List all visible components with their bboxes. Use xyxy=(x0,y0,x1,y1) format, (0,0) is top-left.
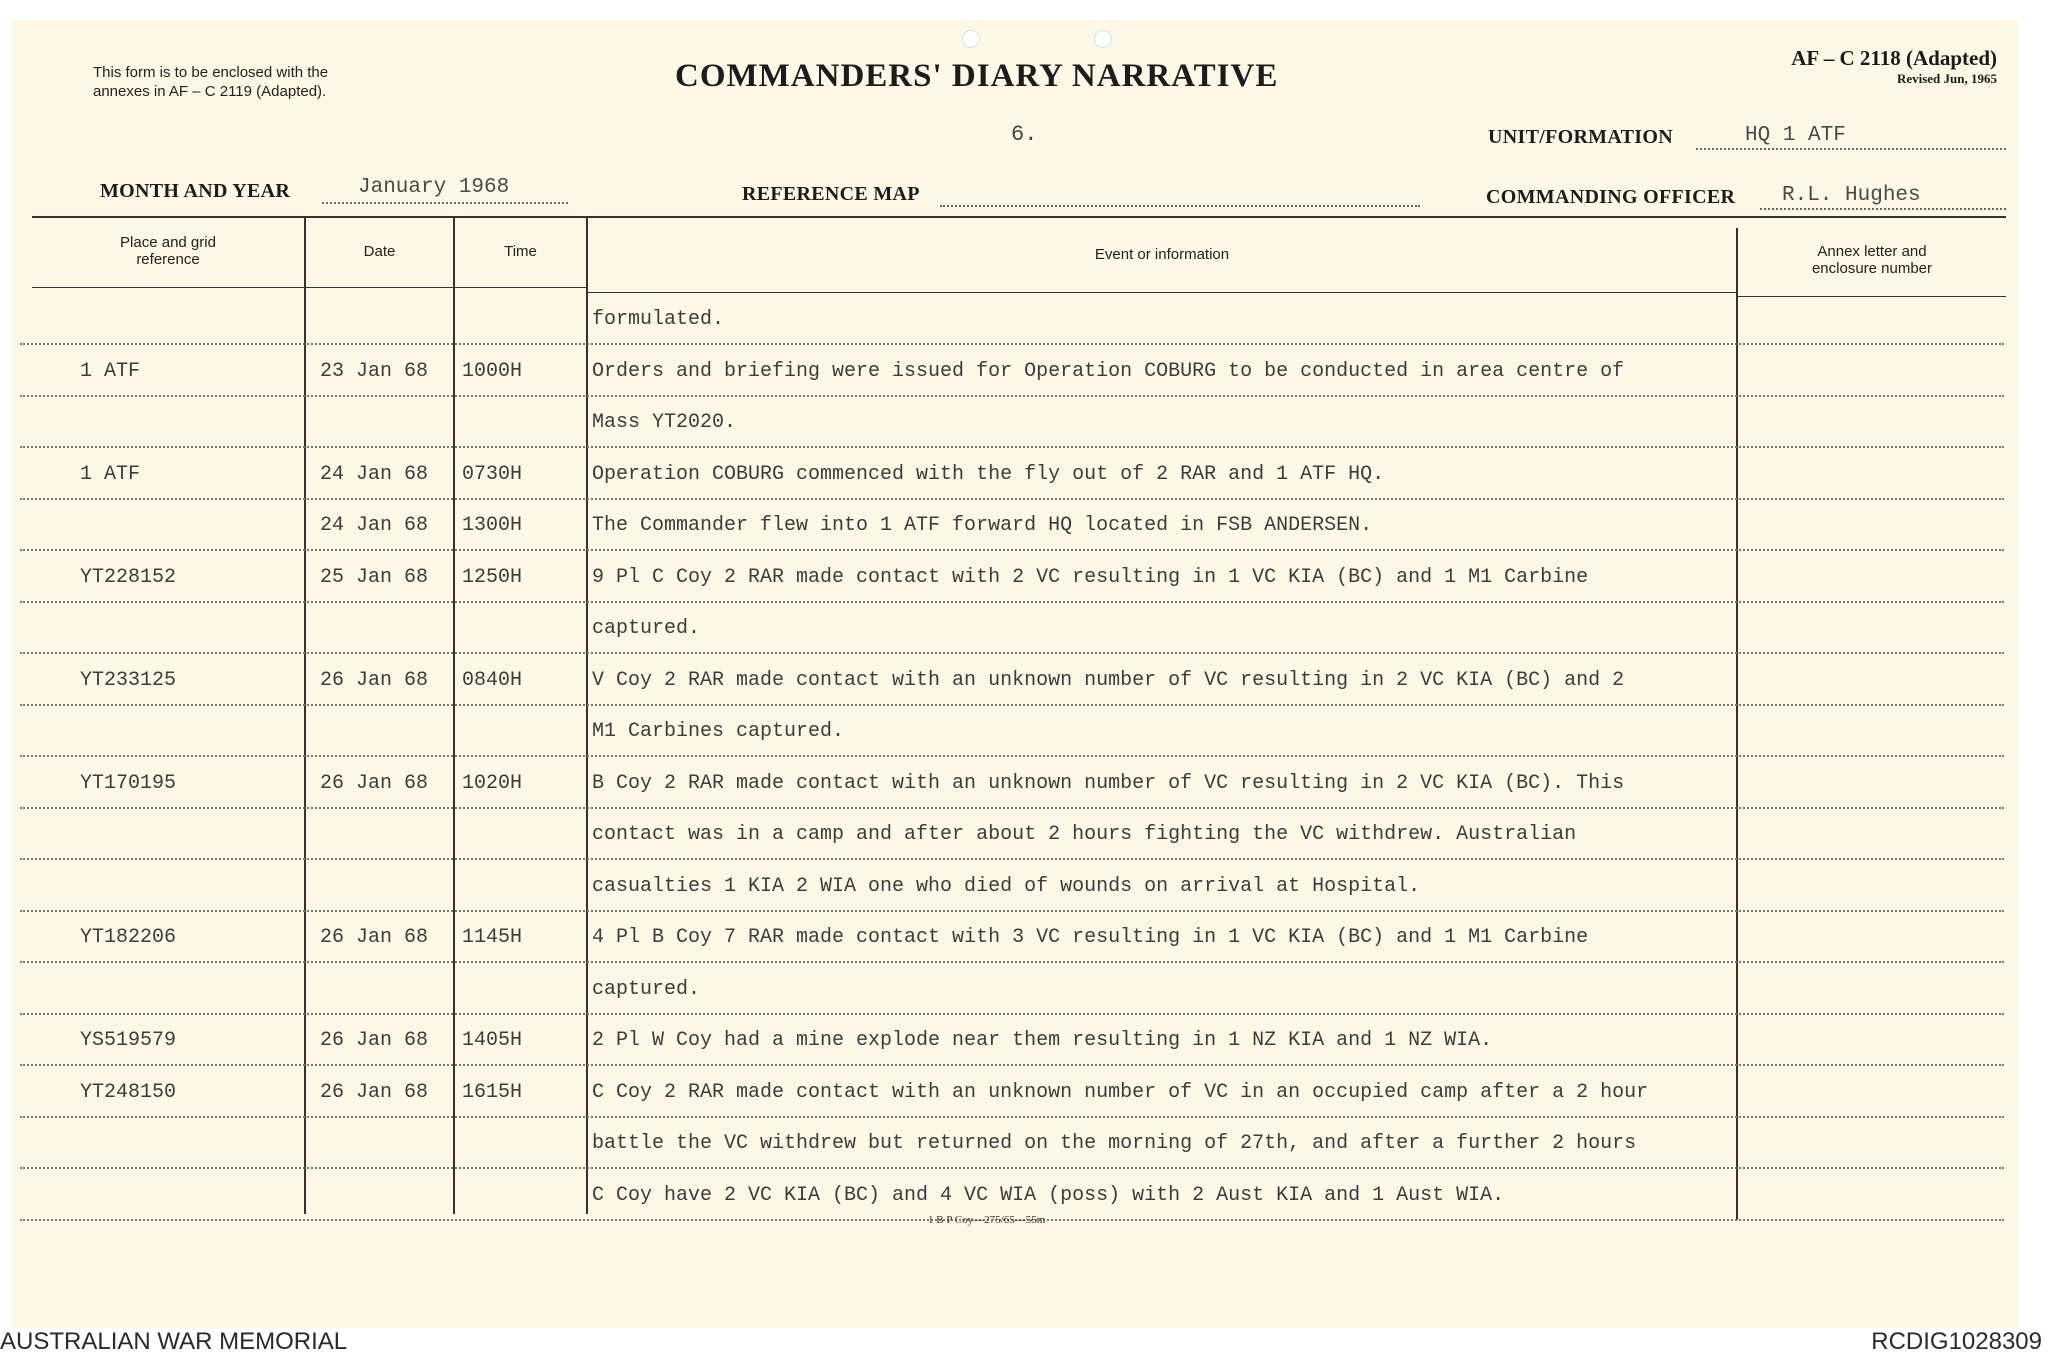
row-dotted-rule xyxy=(20,858,2004,860)
event-cell: formulated. xyxy=(592,308,725,331)
row-dotted-rule xyxy=(20,1167,2004,1169)
place-cell: YT182206 xyxy=(80,926,177,949)
column-header-place xyxy=(32,234,304,268)
event-cell: captured. xyxy=(592,617,701,640)
row-dotted-rule xyxy=(20,549,2004,551)
event-cell: contact was in a camp and after about 2 hours fighting the VC withdrew. Australian xyxy=(592,823,1577,846)
month-year-value: January 1968 xyxy=(358,176,510,199)
date-cell: 26 Jan 68 xyxy=(320,669,429,692)
date-cell: 26 Jan 68 xyxy=(320,1081,429,1104)
commanding-officer-value: R.L. Hughes xyxy=(1782,184,1921,207)
punch-hole xyxy=(962,30,980,48)
page-title: COMMANDERS' DIARY NARRATIVE xyxy=(675,58,1279,94)
month-year-line xyxy=(322,202,568,204)
time-cell: 0730H xyxy=(462,463,523,486)
time-cell: 1300H xyxy=(462,514,523,537)
column-header-time: Time xyxy=(504,243,537,260)
event-cell: battle the VC withdrew but returned on the morning of 27th, and after a further 2 hours xyxy=(592,1132,1637,1155)
event-cell: 9 Pl C Coy 2 RAR made contact with 2 VC resulting in 1 VC KIA (BC) and 1 M1 Carbine xyxy=(592,566,1589,589)
row-dotted-rule xyxy=(20,1064,2004,1066)
event-cell: M1 Carbines captured. xyxy=(592,720,845,743)
table-row xyxy=(20,912,2004,963)
table-row xyxy=(20,655,2004,706)
time-cell: 0840H xyxy=(462,669,523,692)
date-cell: 26 Jan 68 xyxy=(320,1029,429,1052)
reference-map-line xyxy=(940,205,1420,207)
time-cell: 1020H xyxy=(462,772,523,795)
row-dotted-rule xyxy=(20,961,2004,963)
printer-imprint: 1 B P Coy—275/65—55m xyxy=(928,1214,1046,1226)
place-cell: YT170195 xyxy=(80,772,177,795)
place-cell: YT233125 xyxy=(80,669,177,692)
event-cell: B Coy 2 RAR made contact with an unknown number of VC resulting in 2 VC KIA (BC). This xyxy=(592,772,1625,795)
punch-hole xyxy=(1094,30,1112,48)
footer-record-id: RCDIG1028309 xyxy=(1871,1328,2042,1355)
event-cell: C Coy have 2 VC KIA (BC) and 4 VC WIA (poss) with 2 Aust KIA and 1 Aust WIA. xyxy=(592,1184,1505,1207)
form-note-line: annexes in AF – C 2119 (Adapted). xyxy=(93,83,327,100)
form-enclosure-note xyxy=(93,63,328,101)
row-dotted-rule xyxy=(20,446,2004,448)
commanding-officer-label: COMMANDING OFFICER xyxy=(1486,186,1736,208)
table-top-rule xyxy=(32,216,2006,218)
date-cell: 25 Jan 68 xyxy=(320,566,429,589)
footer-archive-name: AUSTRALIAN WAR MEMORIAL xyxy=(0,1328,348,1355)
table-row xyxy=(20,346,2004,397)
event-cell: Orders and briefing were issued for Operation COBURG to be conducted in area centre of xyxy=(592,360,1625,383)
unit-formation-value: HQ 1 ATF xyxy=(1745,124,1846,147)
time-cell: 1405H xyxy=(462,1029,523,1052)
table-row xyxy=(20,1118,2004,1169)
page-number: 6. xyxy=(1011,122,1038,147)
date-cell: 26 Jan 68 xyxy=(320,926,429,949)
table-row xyxy=(20,500,2004,551)
event-cell: The Commander flew into 1 ATF forward HQ located in FSB ANDERSEN. xyxy=(592,514,1373,537)
place-cell: 1 ATF xyxy=(80,360,141,383)
date-cell: 26 Jan 68 xyxy=(320,772,429,795)
time-cell: 1000H xyxy=(462,360,523,383)
time-cell: 1250H xyxy=(462,566,523,589)
reference-map-label: REFERENCE MAP xyxy=(742,183,920,205)
unit-formation-line xyxy=(1696,148,2006,150)
table-row xyxy=(20,706,2004,757)
event-cell: captured. xyxy=(592,978,701,1001)
event-cell: C Coy 2 RAR made contact with an unknown number of VC in an occupied camp after a 2 hour xyxy=(592,1081,1649,1104)
column-header-event: Event or information xyxy=(1094,246,1230,263)
table-row xyxy=(20,449,2004,500)
event-cell: Operation COBURG commenced with the fly out of 2 RAR and 1 ATF HQ. xyxy=(592,463,1385,486)
table-row xyxy=(20,861,2004,912)
date-cell: 23 Jan 68 xyxy=(320,360,429,383)
row-dotted-rule xyxy=(20,652,2004,654)
table-row xyxy=(20,964,2004,1015)
table-row xyxy=(20,294,2004,345)
event-cell: 2 Pl W Coy had a mine explode near them resulting in 1 NZ KIA and 1 NZ WIA. xyxy=(592,1029,1493,1052)
table-row xyxy=(20,603,2004,654)
event-cell: casualties 1 KIA 2 WIA one who died of wounds on arrival at Hospital. xyxy=(592,875,1421,898)
table-row xyxy=(20,552,2004,603)
event-cell: 4 Pl B Coy 7 RAR made contact with 3 VC resulting in 1 VC KIA (BC) and 1 M1 Carbine xyxy=(592,926,1589,949)
form-number: AF – C 2118 (Adapted) xyxy=(1791,46,1997,70)
column-header-line: Place and grid xyxy=(120,234,216,251)
date-cell: 24 Jan 68 xyxy=(320,463,429,486)
row-dotted-rule xyxy=(20,755,2004,757)
column-header-line: enclosure number xyxy=(1811,260,1933,277)
table-row xyxy=(20,809,2004,860)
column-header-line: reference xyxy=(136,251,200,268)
header-bottom-rule xyxy=(586,292,1736,293)
column-header-date: Date xyxy=(363,243,396,260)
time-cell: 1615H xyxy=(462,1081,523,1104)
time-cell: 1145H xyxy=(462,926,523,949)
form-note-line: This form is to be enclosed with the xyxy=(93,64,329,81)
form-revision: Revised Jun, 1965 xyxy=(1896,71,1997,86)
row-dotted-rule xyxy=(20,343,2004,345)
date-cell: 24 Jan 68 xyxy=(320,514,429,537)
column-header-line: Annex letter and xyxy=(1817,243,1927,260)
month-year-label: MONTH AND YEAR xyxy=(100,180,291,202)
table-row xyxy=(20,1067,2004,1118)
column-header-annex xyxy=(1738,243,2006,277)
place-cell: YT228152 xyxy=(80,566,177,589)
commanding-officer-line xyxy=(1760,208,2006,210)
header-bottom-rule xyxy=(32,287,586,288)
place-cell: 1 ATF xyxy=(80,463,141,486)
unit-formation-label: UNIT/FORMATION xyxy=(1488,126,1673,148)
table-row xyxy=(20,1015,2004,1066)
event-cell: V Coy 2 RAR made contact with an unknown number of VC resulting in 2 VC KIA (BC) and 2 xyxy=(592,669,1625,692)
event-cell: Mass YT2020. xyxy=(592,411,737,434)
table-row xyxy=(20,397,2004,448)
table-row xyxy=(20,758,2004,809)
place-cell: YT248150 xyxy=(80,1081,177,1104)
place-cell: YS519579 xyxy=(80,1029,177,1052)
